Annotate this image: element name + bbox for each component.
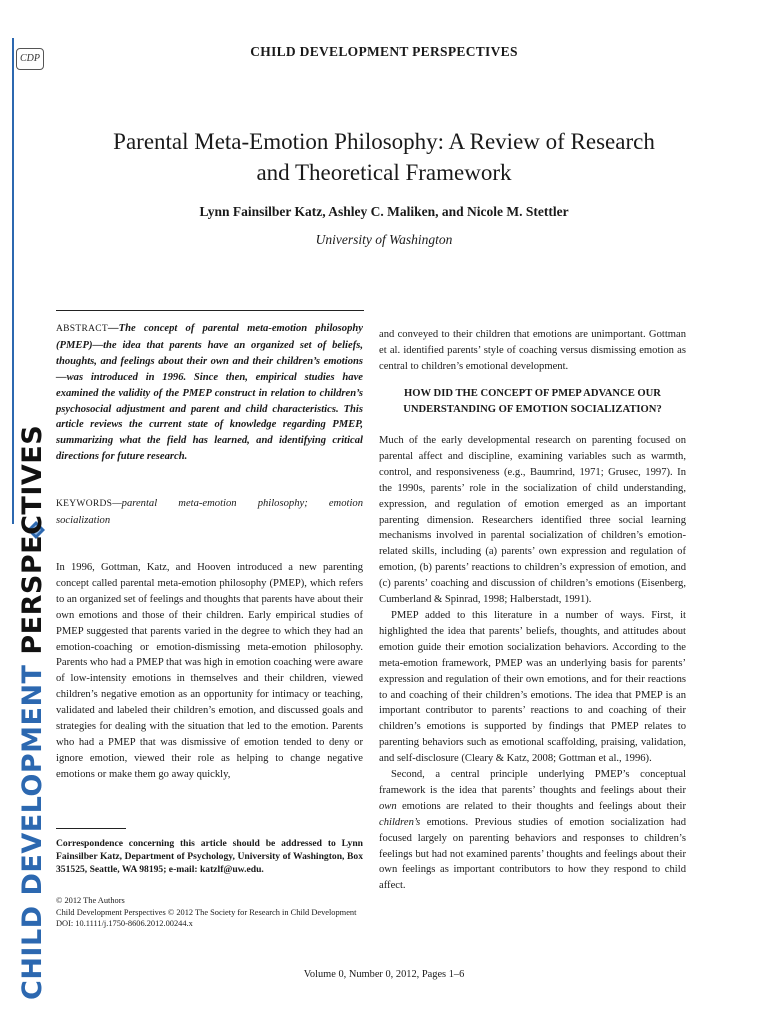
journal-name: CHILD DEVELOPMENT PERSPECTIVES (250, 44, 518, 59)
keywords (56, 496, 363, 529)
doi-line: DOI: 10.1111/j.1750-8606.2012.00244.x (56, 919, 193, 928)
section-heading: HOW DID THE CONCEPT OF PMEP ADVANCE OUR UNDERSTANDING OF EMOTION SOCIALIZATION? (403, 388, 662, 415)
text-span: Second, a central principle underlying PMEP’s conceptual framework is the idea that parents’ thoughts and feelings about their (379, 769, 686, 796)
affiliation: University of Washington (315, 232, 453, 247)
copyright-line: © 2012 The Authors (56, 896, 125, 905)
text-span: emotions are related to their thoughts and feelings about their (396, 800, 686, 812)
footnote-rule (56, 828, 126, 829)
journal-logo: CDP (16, 48, 44, 70)
page-footer: Volume 0, Number 0, 2012, Pages 1–6 (303, 969, 465, 980)
text-span: emotions. Previous studies of emotion socialization had focused largely on parenting behaviors and responses to children’s feelings but had not examined parents’ thoughts and feelings about their own feelings as important contributors to how they respond to child affect. (379, 816, 686, 892)
spine-rule (12, 38, 14, 524)
copyright-line: Child Development Perspectives © 2012 The Society for Research in Child Development (56, 907, 357, 917)
keywords-text: —parental meta-emotion philosophy; emotion socialization (56, 498, 363, 526)
correspondence-note: Correspondence concerning this article should be addressed to Lynn Fainsilber Katz, Department of Psychology, University of Washington, Box 351525, Seattle, WA 98195; e-mail: katzlf@uw.edu. (56, 838, 363, 875)
article-title: Parental Meta-Emotion Philosophy: A Review of Research and Theoretical Framework (113, 129, 655, 185)
body-paragraph-intro: In 1996, Gottman, Katz, and Hooven introduced a new parenting concept called parental meta-emotion philosophy (PMEP), which refers to an organized set of feelings and thoughts that parents have about their own emotions and those of their children. Early empirical studies of PMEP suggested that parents varied in the degree to which they had an emotion-coaching or emotion-dismissing meta-emotion philosophy. Parents who had a PMEP that was high in emotion coaching were aware of low-intensity emotions in themselves and their children, viewed children’s negative emotion as an opportunity for intimacy or teaching, validated and labeled their children’s emotion, and discussed goals and strategies for dealing with the situation that led to the emotion. Parents who had a PMEP that was dismissive of emotion tended to deny or ignore emotion, viewed their role as helping to change negative emotions or make them go away quickly, (56, 562, 363, 780)
keywords-label: KEYWORDS (56, 499, 113, 509)
body-paragraph (379, 767, 686, 894)
abstract-label: ABSTRACT (56, 324, 109, 334)
section-body (379, 433, 686, 894)
abstract (56, 321, 363, 465)
emphasis-childrens: children’s (379, 816, 421, 828)
abstract-text: —The concept of parental meta-emotion philosophy (PMEP)—the idea that parents have an organized set of beliefs, thoughts, and feelings about their own and their children’s emotions—was introduced in 1996. Since then, empirical studies have examined the validity of the PMEP construct in relation to children’s psychosocial adjustment and parent and child characteristics. This article reviews the current state of knowledge regarding PMEP, summarizing what the field has learned, and identifying critical directions for future research. (56, 323, 363, 463)
body-paragraph-continued: and conveyed to their children that emotions are unimportant. Gottman et al. identified parents’ style of coaching versus dismissing emotion as central to children’s emotional development. (379, 329, 686, 372)
body-paragraph: PMEP added to this literature in a number of ways. First, it highlighted the idea that parents’ beliefs, thoughts, and attitudes about emotion guide their emotion socialization behaviors. According to the meta-emotion framework, PMEP was an underlying basis for parents’ expression and regulation of their own emotions, and for their reactions to and coaching of their children’s emotions. The idea that PMEP is an important contributor to parents’ reactions to and coaching of their children’s emotions is supported by findings that PMEP relates to parenting behaviors such as emotional scaffolding, praising, validation, and self-disclosure (Cleary & Katz, 2008; Gottman et al., 1996). (379, 609, 686, 765)
abstract-rule (56, 310, 364, 311)
body-paragraph: Much of the early developmental research on parenting focused on parental affect and discipline, examining variables such as warmth, control, and responsiveness (e.g., Baumrind, 1971; Grusec, 1997). In the 1990s, parents’ role in the socialization of child understanding, expression, and regulation of emotion emerged as an important parenting dimension. Researchers identified three social learning mechanisms involved in parental socialization of children’s emotion-related skills, including (a) parents’ own expression and regulation of emotion, (b) parents’ reactions to children’s expression of emotion, and (c) parents’ coaching and discussion of children’s emotions (Eisenberg, Cumberland & Spinrad, 1998; Halberstadt, 1991). (379, 435, 686, 606)
emphasis-own: own (379, 800, 397, 812)
spine-word-perspectives: PERSPECTIVES (17, 424, 48, 655)
copyright-block (56, 895, 363, 930)
spine-journal-name (18, 425, 48, 1000)
authors: Lynn Fainsilber Katz, Ashley C. Maliken, and Nicole M. Stettler (199, 204, 569, 219)
spine-word-child-development: CHILD DEVELOPMENT (17, 664, 48, 1000)
